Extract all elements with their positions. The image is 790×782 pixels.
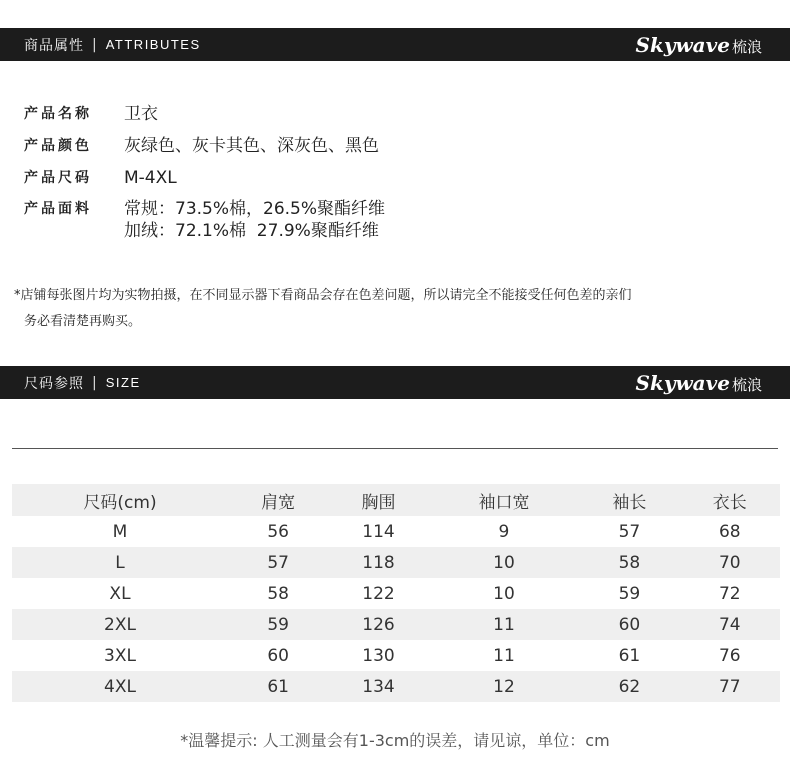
col-chest: 胸围: [328, 484, 428, 516]
table-cell: 60: [579, 609, 679, 640]
size-subtitle: SIZE: [105, 375, 141, 390]
attribute-value: [124, 198, 385, 242]
col-length: 衣长: [680, 484, 780, 516]
attribute-value: 灰绿色、灰卡其色、深灰色、黑色: [124, 136, 379, 156]
table-cell: 130: [362, 645, 395, 666]
table-cell: 57: [618, 521, 641, 542]
table-row: [12, 516, 780, 547]
brand-cn-text: 梳浪: [731, 37, 762, 56]
size-banner: [0, 366, 790, 399]
attribute-label: 产品面料: [24, 201, 92, 217]
color-notice: [14, 283, 734, 335]
col-shoulder: 肩宽: [228, 484, 328, 516]
table-cell: 118: [328, 547, 428, 578]
size-heading: [24, 373, 141, 393]
col-size: 尺码(cm): [12, 484, 228, 516]
attribute-row-colors: [24, 130, 385, 162]
table-cell: 9: [498, 521, 510, 542]
divider: [12, 448, 778, 449]
attributes-banner: [0, 28, 790, 61]
table-cell: 72: [718, 583, 741, 604]
brand-logo-text: Skywave: [635, 370, 730, 395]
attribute-row-name: [24, 98, 385, 130]
table-row: [12, 671, 780, 702]
table-cell: 10: [493, 583, 515, 604]
table-cell: 61: [228, 671, 328, 702]
table-cell: 57: [228, 547, 328, 578]
table-cell: 10: [429, 547, 580, 578]
attribute-label: 产品颜色: [24, 138, 92, 154]
table-row: [12, 578, 780, 609]
table-cell: 61: [618, 645, 641, 666]
table-cell: 126: [328, 609, 428, 640]
measurement-footnote: *温馨提示: 人工测量会有1-3cm的误差，请见谅，单位：cm: [180, 731, 610, 750]
brand-logo: [636, 371, 762, 395]
table-cell: 68: [718, 521, 741, 542]
attributes-heading: [24, 35, 201, 55]
size-table: [12, 484, 780, 702]
table-cell: 76: [718, 645, 741, 666]
table-cell: 58: [579, 547, 679, 578]
attribute-value: M-4XL: [124, 168, 177, 188]
table-cell: 3XL: [104, 645, 136, 666]
attribute-list: [24, 98, 385, 242]
size-title: 尺码参照: [24, 375, 84, 392]
attribute-value: 卫衣: [124, 104, 158, 124]
fabric-regular: 常规：73.5%棉，26.5%聚酯纤维: [124, 199, 386, 219]
table-cell: 11: [429, 609, 580, 640]
color-notice-line-1: *店铺每张图片均为实物拍摄，在不同显示器下看商品会存在色差问题，所以请完全不能接受任何色差的亲们: [14, 288, 632, 303]
table-row: [12, 609, 780, 640]
col-cuff: 袖口宽: [429, 484, 580, 516]
attribute-row-sizes: [24, 162, 385, 194]
table-cell: 122: [362, 583, 395, 604]
table-cell: 59: [618, 583, 641, 604]
brand-logo: [636, 33, 762, 57]
table-cell: M: [112, 521, 128, 542]
table-cell: 58: [267, 583, 289, 604]
attribute-label: 产品尺码: [24, 170, 92, 186]
attribute-row-fabric: [24, 194, 385, 242]
table-row: [12, 547, 780, 578]
table-cell: 114: [362, 521, 395, 542]
table-cell: 59: [228, 609, 328, 640]
col-sleeve: 袖长: [579, 484, 679, 516]
fabric-fleece: 加绒：72.1%棉 27.9%聚酯纤维: [124, 221, 379, 241]
brand-cn-text: 梳浪: [731, 375, 762, 394]
attribute-label: 产品名称: [24, 106, 92, 122]
table-cell: 12: [429, 671, 580, 702]
attributes-subtitle: ATTRIBUTES: [105, 37, 201, 52]
heading-separator: |: [92, 36, 98, 53]
table-cell: 2XL: [12, 609, 228, 640]
attributes-title: 商品属性: [24, 37, 84, 54]
table-cell: 4XL: [12, 671, 228, 702]
heading-separator: |: [92, 374, 98, 391]
brand-logo-text: Skywave: [635, 32, 730, 57]
color-notice-line-2: 务必看清楚再购买。: [24, 314, 142, 329]
table-cell: L: [12, 547, 228, 578]
table-row: [12, 640, 780, 671]
table-cell: 134: [328, 671, 428, 702]
table-cell: 62: [579, 671, 679, 702]
table-cell: 60: [267, 645, 289, 666]
table-cell: XL: [109, 583, 131, 604]
table-header-row: [12, 484, 780, 516]
table-cell: 77: [680, 671, 780, 702]
table-cell: 56: [267, 521, 289, 542]
table-cell: 74: [680, 609, 780, 640]
table-cell: 70: [680, 547, 780, 578]
table-cell: 11: [493, 645, 515, 666]
